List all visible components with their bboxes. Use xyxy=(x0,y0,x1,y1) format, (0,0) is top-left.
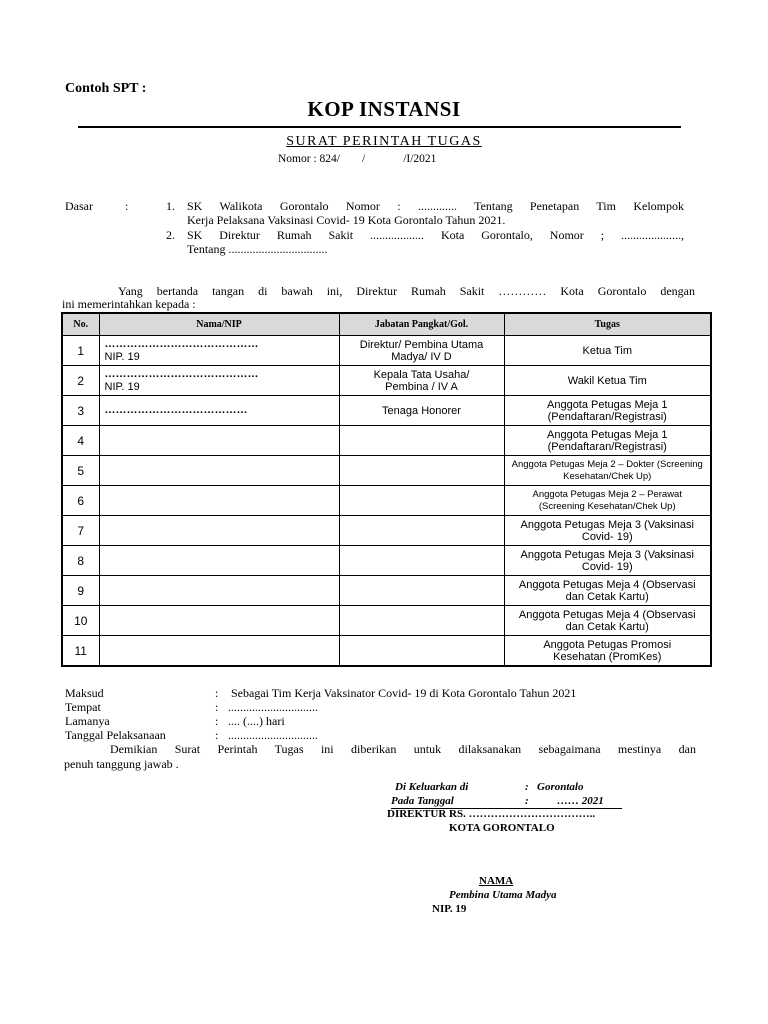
tanggal-pelaksanaan-colon: : xyxy=(215,728,219,742)
nama-placeholder: ………………………………… xyxy=(104,404,248,416)
lamanya-label: Lamanya xyxy=(65,714,110,728)
nama-nip-cell xyxy=(99,486,339,516)
dasar-item-text: Tentang ................................. xyxy=(187,242,328,256)
row-number: 9 xyxy=(62,576,99,606)
closing-line: penuh tanggung jawab . xyxy=(64,757,179,771)
row-number: 11 xyxy=(62,636,99,667)
tugas-cell: Anggota Petugas Promosi Kesehatan (PromKes) xyxy=(504,636,711,667)
maksud-label: Maksud xyxy=(65,686,104,700)
table-row xyxy=(62,606,711,636)
table-row xyxy=(62,426,711,456)
jabatan-cell xyxy=(339,456,504,486)
tugas-cell: Anggota Petugas Meja 2 – Dokter (Screening Kesehatan/Chek Up) xyxy=(504,456,711,486)
column-header-no: No. xyxy=(62,313,99,336)
jabatan-cell xyxy=(339,576,504,606)
jabatan-cell xyxy=(339,486,504,516)
dikeluarkan-colon: : xyxy=(525,781,529,793)
tanggal-colon: : xyxy=(525,795,529,807)
column-header-jabatan: Jabatan Pangkat/Gol. xyxy=(339,313,504,336)
nomor-suffix: /I/2021 xyxy=(403,153,437,165)
table-body xyxy=(62,336,711,667)
row-number: 7 xyxy=(62,516,99,546)
intro-line: Yang bertanda tangan di bawah ini, Direktur Rumah Sakit ………… Kota Gorontalo dengan xyxy=(118,284,695,298)
jabatan-cell xyxy=(339,546,504,576)
dasar-item-number: 1. xyxy=(166,199,175,213)
tugas-cell: Anggota Petugas Meja 1 (Pendaftaran/Registrasi) xyxy=(504,426,711,456)
row-number: 2 xyxy=(62,366,99,396)
table-row xyxy=(62,336,711,366)
row-number: 10 xyxy=(62,606,99,636)
signatory-nip: NIP. 19 xyxy=(432,903,467,915)
assignment-table xyxy=(61,312,712,667)
nama-nip-cell xyxy=(99,516,339,546)
tugas-cell: Anggota Petugas Meja 4 (Observasi dan Cetak Kartu) xyxy=(504,576,711,606)
dasar-colon: : xyxy=(125,199,129,213)
tempat-value: .............................. xyxy=(228,700,318,714)
nama-nip-cell xyxy=(99,396,339,426)
dasar-item-text: Kerja Pelaksana Vaksinasi Covid- 19 Kota Gorontalo Tahun 2021. xyxy=(187,213,506,227)
jabatan-cell: Kepala Tata Usaha/ Pembina / IV A xyxy=(339,366,504,396)
lamanya-value: .... (....) hari xyxy=(228,714,285,728)
signatory-name: NAMA xyxy=(479,875,514,887)
maksud-value: Sebagai Tim Kerja Vaksinator Covid- 19 di Kota Gorontalo Tahun 2021 xyxy=(231,686,577,700)
nama-nip-cell xyxy=(99,546,339,576)
table-header-row xyxy=(62,313,711,336)
nomor-slash: / xyxy=(361,153,366,165)
table-row xyxy=(62,456,711,486)
kop-divider xyxy=(78,126,681,128)
nip-text: NIP. 19 xyxy=(104,350,140,363)
nama-nip-cell xyxy=(99,606,339,636)
dasar-item-number: 2. xyxy=(166,228,175,242)
nip-text: NIP. 19 xyxy=(104,380,140,393)
tugas-cell: Anggota Petugas Meja 3 (Vaksinasi Covid- 19) xyxy=(504,516,711,546)
tugas-cell: Anggota Petugas Meja 2 – Perawat (Screening Kesehatan/Chek Up) xyxy=(504,486,711,516)
column-header-tugas: Tugas xyxy=(504,313,711,336)
table-row xyxy=(62,366,711,396)
closing-line: Demikian Surat Perintah Tugas ini diberikan untuk dilaksanakan sebagaimana mestinya dan xyxy=(110,742,696,756)
kop-instansi-title: KOP INSTANSI xyxy=(307,97,461,121)
nama-nip-cell xyxy=(99,456,339,486)
tempat-colon: : xyxy=(215,700,219,714)
signatory-rank: Pembina Utama Madya xyxy=(449,889,557,901)
table-row xyxy=(62,576,711,606)
nama-placeholder: …………………………………… xyxy=(104,367,259,380)
dasar-item-text: SK Direktur Rumah Sakit .................. Kota Gorontalo, Nomor ; ...................., xyxy=(187,228,684,242)
nomor-prefix: Nomor : 824/ xyxy=(278,153,340,165)
dikeluarkan-value: Gorontalo xyxy=(537,781,584,793)
row-number: 5 xyxy=(62,456,99,486)
table-row xyxy=(62,636,711,667)
jabatan-cell: Direktur/ Pembina Utama Madya/ IV D xyxy=(339,336,504,366)
dikeluarkan-label: Di Keluarkan di xyxy=(395,781,469,793)
column-header-nama: Nama/NIP xyxy=(99,313,339,336)
tugas-cell: Wakil Ketua Tim xyxy=(504,366,711,396)
nama-nip-cell xyxy=(99,576,339,606)
nomor-line xyxy=(278,153,436,165)
jabatan-cell xyxy=(339,636,504,667)
table-row xyxy=(62,516,711,546)
document-title: SURAT PERINTAH TUGAS xyxy=(286,134,482,149)
lamanya-colon: : xyxy=(215,714,219,728)
tugas-cell: Anggota Petugas Meja 3 (Vaksinasi Covid- 19) xyxy=(504,546,711,576)
jabatan-cell: Tenaga Honorer xyxy=(339,396,504,426)
jabatan-cell xyxy=(339,516,504,546)
jabatan-cell xyxy=(339,606,504,636)
row-number: 6 xyxy=(62,486,99,516)
tugas-cell: Anggota Petugas Meja 4 (Observasi dan Cetak Kartu) xyxy=(504,606,711,636)
row-number: 3 xyxy=(62,396,99,426)
table-row xyxy=(62,546,711,576)
row-number: 1 xyxy=(62,336,99,366)
tugas-cell: Ketua Tim xyxy=(504,336,711,366)
kota-title: KOTA GORONTALO xyxy=(449,822,555,834)
dasar-label: Dasar xyxy=(65,199,93,213)
intro-line: ini memerintahkan kepada : xyxy=(62,297,196,311)
tanggal-pelaksanaan-value: .............................. xyxy=(228,728,318,742)
tanggal-pelaksanaan-label: Tanggal Pelaksanaan xyxy=(65,728,166,742)
jabatan-cell xyxy=(339,426,504,456)
tanggal-label: Pada Tanggal xyxy=(391,795,454,807)
nama-nip-cell xyxy=(99,336,339,366)
table-row xyxy=(62,396,711,426)
row-number: 4 xyxy=(62,426,99,456)
table-row xyxy=(62,486,711,516)
nama-nip-cell xyxy=(99,366,339,396)
maksud-colon: : xyxy=(215,686,219,700)
tanggal-value: …… 2021 xyxy=(557,795,604,807)
direktur-title: DIREKTUR RS. …………………………….. xyxy=(387,808,596,820)
nama-nip-cell xyxy=(99,426,339,456)
nama-placeholder: …………………………………… xyxy=(104,337,259,350)
tugas-cell: Anggota Petugas Meja 1 (Pendaftaran/Registrasi) xyxy=(504,396,711,426)
row-number: 8 xyxy=(62,546,99,576)
tempat-label: Tempat xyxy=(65,700,101,714)
dasar-item-text: SK Walikota Gorontalo Nomor : ............. Tentang Penetapan Tim Kelompok xyxy=(187,199,684,213)
nama-nip-cell xyxy=(99,636,339,667)
contoh-label: Contoh SPT : xyxy=(65,81,147,96)
